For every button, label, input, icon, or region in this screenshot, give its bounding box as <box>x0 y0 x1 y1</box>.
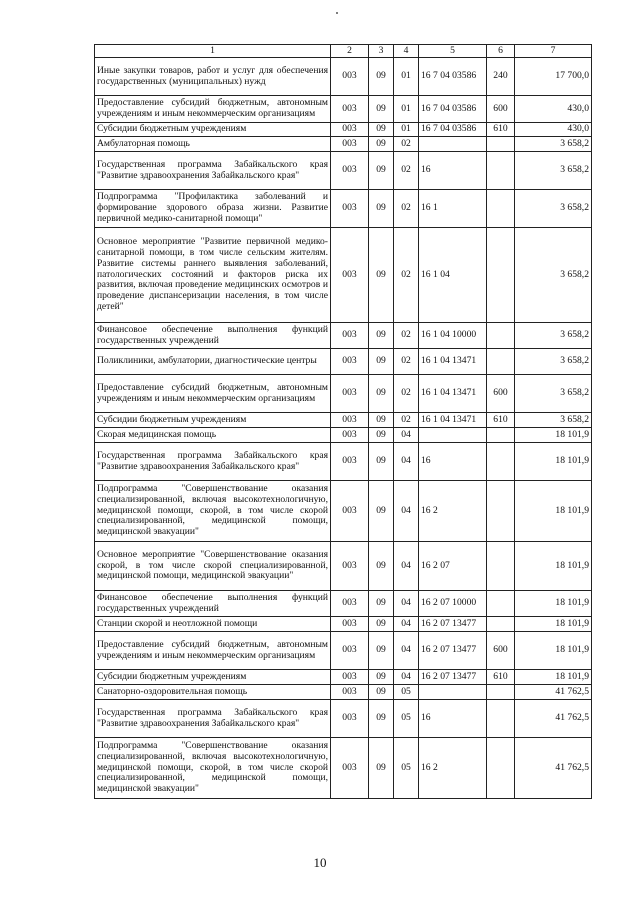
row-admin-code-cell: 003 <box>331 96 369 123</box>
row-target-article-cell: 16 7 04 03586 <box>419 96 487 123</box>
row-amount-cell: 18 101,9 <box>515 632 592 670</box>
table-row <box>95 685 592 700</box>
row-admin-code-cell: 003 <box>331 632 369 670</box>
row-target-article-cell: 16 7 04 03586 <box>419 123 487 137</box>
row-target-article-cell: 16 1 04 13471 <box>419 349 487 375</box>
row-subsection-cell: 02 <box>394 190 419 228</box>
row-expense-type-cell <box>487 617 515 632</box>
budget-table <box>94 44 592 799</box>
row-admin-code-cell: 003 <box>331 413 369 428</box>
row-amount-cell: 3 658,2 <box>515 152 592 190</box>
row-expense-type-cell <box>487 738 515 799</box>
column-header: 5 <box>419 45 487 58</box>
row-subsection-cell: 05 <box>394 738 419 799</box>
row-target-article-cell: 16 <box>419 443 487 481</box>
column-header: 2 <box>331 45 369 58</box>
row-amount-cell: 18 101,9 <box>515 591 592 617</box>
row-expense-type-cell: 600 <box>487 96 515 123</box>
row-subsection-cell: 01 <box>394 123 419 137</box>
scan-speck <box>336 12 338 14</box>
table-row <box>95 428 592 443</box>
row-section-cell: 09 <box>369 685 394 700</box>
table-row <box>95 349 592 375</box>
row-expense-type-cell <box>487 443 515 481</box>
row-name-cell: Амбулаторная помощь <box>95 137 331 152</box>
row-admin-code-cell: 003 <box>331 481 369 542</box>
row-section-cell: 09 <box>369 481 394 542</box>
column-header: 7 <box>515 45 592 58</box>
row-target-article-cell: 16 2 <box>419 738 487 799</box>
column-header: 4 <box>394 45 419 58</box>
row-admin-code-cell: 003 <box>331 428 369 443</box>
row-target-article-cell: 16 7 04 03586 <box>419 58 487 96</box>
row-expense-type-cell <box>487 591 515 617</box>
row-subsection-cell: 02 <box>394 152 419 190</box>
row-target-article-cell: 16 1 04 10000 <box>419 323 487 349</box>
table-row <box>95 481 592 542</box>
column-header: 1 <box>95 45 331 58</box>
row-admin-code-cell: 003 <box>331 323 369 349</box>
row-section-cell: 09 <box>369 617 394 632</box>
row-expense-type-cell: 610 <box>487 670 515 685</box>
row-name-cell: Государственная программа Забайкальского края "Развитие здравоохранения Забайкальского края" <box>95 700 331 738</box>
table-row <box>95 617 592 632</box>
row-subsection-cell: 04 <box>394 481 419 542</box>
row-admin-code-cell: 003 <box>331 443 369 481</box>
row-amount-cell: 18 101,9 <box>515 617 592 632</box>
table-row <box>95 700 592 738</box>
row-admin-code-cell: 003 <box>331 190 369 228</box>
column-header: 6 <box>487 45 515 58</box>
table-row <box>95 96 592 123</box>
row-expense-type-cell <box>487 428 515 443</box>
row-amount-cell: 3 658,2 <box>515 190 592 228</box>
row-admin-code-cell: 003 <box>331 738 369 799</box>
row-target-article-cell: 16 1 04 13471 <box>419 413 487 428</box>
row-section-cell: 09 <box>369 542 394 591</box>
row-subsection-cell: 02 <box>394 323 419 349</box>
row-section-cell: 09 <box>369 428 394 443</box>
row-admin-code-cell: 003 <box>331 137 369 152</box>
row-amount-cell: 18 101,9 <box>515 670 592 685</box>
row-amount-cell: 18 101,9 <box>515 443 592 481</box>
row-expense-type-cell <box>487 190 515 228</box>
row-expense-type-cell <box>487 349 515 375</box>
row-subsection-cell: 04 <box>394 443 419 481</box>
row-amount-cell: 3 658,2 <box>515 228 592 323</box>
row-admin-code-cell: 003 <box>331 542 369 591</box>
row-amount-cell: 18 101,9 <box>515 428 592 443</box>
row-target-article-cell: 16 1 04 <box>419 228 487 323</box>
row-section-cell: 09 <box>369 152 394 190</box>
row-amount-cell: 18 101,9 <box>515 542 592 591</box>
column-header: 3 <box>369 45 394 58</box>
row-expense-type-cell: 600 <box>487 632 515 670</box>
row-subsection-cell: 04 <box>394 670 419 685</box>
row-name-cell: Субсидии бюджетным учреждениям <box>95 670 331 685</box>
row-target-article-cell: 16 1 04 13471 <box>419 375 487 413</box>
row-section-cell: 09 <box>369 738 394 799</box>
row-name-cell: Подпрограмма "Совершенствование оказания специализированной, включая высокотехнологичную, медицинской помощи, скорой, в том числе скорой специализированной, медицинской помощи, медицинской эвакуации" <box>95 738 331 799</box>
row-section-cell: 09 <box>369 375 394 413</box>
row-subsection-cell: 02 <box>394 375 419 413</box>
table-row <box>95 591 592 617</box>
row-section-cell: 09 <box>369 632 394 670</box>
table-row <box>95 152 592 190</box>
row-subsection-cell: 02 <box>394 413 419 428</box>
row-section-cell: 09 <box>369 349 394 375</box>
row-admin-code-cell: 003 <box>331 670 369 685</box>
row-section-cell: 09 <box>369 58 394 96</box>
table-row <box>95 670 592 685</box>
row-admin-code-cell: 003 <box>331 123 369 137</box>
row-amount-cell: 3 658,2 <box>515 413 592 428</box>
row-subsection-cell: 02 <box>394 228 419 323</box>
table-row <box>95 228 592 323</box>
row-admin-code-cell: 003 <box>331 617 369 632</box>
row-section-cell: 09 <box>369 137 394 152</box>
row-admin-code-cell: 003 <box>331 685 369 700</box>
row-expense-type-cell <box>487 542 515 591</box>
row-name-cell: Предоставление субсидий бюджетным, автономным учреждениям и иным некоммерческим организациям <box>95 96 331 123</box>
row-expense-type-cell <box>487 700 515 738</box>
row-section-cell: 09 <box>369 700 394 738</box>
row-name-cell: Подпрограмма "Профилактика заболеваний и формирование здорового образа жизни. Развитие первичной медико-санитарной помощи" <box>95 190 331 228</box>
row-name-cell: Финансовое обеспечение выполнения функций государственных учреждений <box>95 323 331 349</box>
row-amount-cell: 430,0 <box>515 123 592 137</box>
row-expense-type-cell <box>487 152 515 190</box>
row-target-article-cell: 16 <box>419 700 487 738</box>
row-name-cell: Государственная программа Забайкальского края "Развитие здравоохранения Забайкальского края" <box>95 152 331 190</box>
row-amount-cell: 3 658,2 <box>515 375 592 413</box>
table-row <box>95 323 592 349</box>
row-subsection-cell: 02 <box>394 349 419 375</box>
table-row <box>95 137 592 152</box>
row-expense-type-cell <box>487 685 515 700</box>
row-amount-cell: 3 658,2 <box>515 349 592 375</box>
row-admin-code-cell: 003 <box>331 591 369 617</box>
row-amount-cell: 3 658,2 <box>515 323 592 349</box>
row-section-cell: 09 <box>369 190 394 228</box>
row-target-article-cell: 16 2 07 <box>419 542 487 591</box>
row-amount-cell: 18 101,9 <box>515 481 592 542</box>
row-admin-code-cell: 003 <box>331 58 369 96</box>
row-name-cell: Иные закупки товаров, работ и услуг для обеспечения государственных (муниципальных) нужд <box>95 58 331 96</box>
row-section-cell: 09 <box>369 96 394 123</box>
table-row <box>95 443 592 481</box>
row-name-cell: Предоставление субсидий бюджетным, автономным учреждениям и иным некоммерческим организациям <box>95 375 331 413</box>
row-admin-code-cell: 003 <box>331 349 369 375</box>
row-section-cell: 09 <box>369 228 394 323</box>
row-admin-code-cell: 003 <box>331 700 369 738</box>
row-expense-type-cell <box>487 481 515 542</box>
row-name-cell: Государственная программа Забайкальского края "Развитие здравоохранения Забайкальского края" <box>95 443 331 481</box>
row-subsection-cell: 04 <box>394 632 419 670</box>
row-subsection-cell: 02 <box>394 137 419 152</box>
row-section-cell: 09 <box>369 670 394 685</box>
table-row <box>95 738 592 799</box>
row-subsection-cell: 05 <box>394 700 419 738</box>
page-number: 10 <box>313 855 327 870</box>
row-expense-type-cell: 610 <box>487 413 515 428</box>
row-amount-cell: 3 658,2 <box>515 137 592 152</box>
table-row <box>95 58 592 96</box>
row-section-cell: 09 <box>369 443 394 481</box>
row-amount-cell: 41 762,5 <box>515 685 592 700</box>
row-amount-cell: 17 700,0 <box>515 58 592 96</box>
row-admin-code-cell: 003 <box>331 152 369 190</box>
row-name-cell: Предоставление субсидий бюджетным, автономным учреждениям и иным некоммерческим организациям <box>95 632 331 670</box>
row-name-cell: Станции скорой и неотложной помощи <box>95 617 331 632</box>
row-target-article-cell: 16 2 07 13477 <box>419 617 487 632</box>
row-subsection-cell: 04 <box>394 617 419 632</box>
row-name-cell: Поликлиники, амбулатории, диагностические центры <box>95 349 331 375</box>
row-subsection-cell: 05 <box>394 685 419 700</box>
row-target-article-cell: 16 2 07 13477 <box>419 670 487 685</box>
row-target-article-cell: 16 2 07 10000 <box>419 591 487 617</box>
row-expense-type-cell: 600 <box>487 375 515 413</box>
row-section-cell: 09 <box>369 591 394 617</box>
row-name-cell: Субсидии бюджетным учреждениям <box>95 123 331 137</box>
row-amount-cell: 430,0 <box>515 96 592 123</box>
row-admin-code-cell: 003 <box>331 375 369 413</box>
row-expense-type-cell <box>487 228 515 323</box>
row-subsection-cell: 01 <box>394 96 419 123</box>
row-target-article-cell: 16 2 <box>419 481 487 542</box>
row-section-cell: 09 <box>369 323 394 349</box>
row-name-cell: Финансовое обеспечение выполнения функций государственных учреждений <box>95 591 331 617</box>
row-expense-type-cell: 610 <box>487 123 515 137</box>
row-name-cell: Скорая медицинская помощь <box>95 428 331 443</box>
row-name-cell: Подпрограмма "Совершенствование оказания специализированной, включая высокотехнологичную, медицинской помощи, скорой, в том числе скорой специализированной, медицинской помощи, медицинской эвакуации" <box>95 481 331 542</box>
row-target-article-cell <box>419 685 487 700</box>
row-section-cell: 09 <box>369 413 394 428</box>
row-subsection-cell: 04 <box>394 591 419 617</box>
row-section-cell: 09 <box>369 123 394 137</box>
row-name-cell: Субсидии бюджетным учреждениям <box>95 413 331 428</box>
row-subsection-cell: 04 <box>394 542 419 591</box>
row-target-article-cell <box>419 137 487 152</box>
row-subsection-cell: 01 <box>394 58 419 96</box>
table-row <box>95 413 592 428</box>
row-admin-code-cell: 003 <box>331 228 369 323</box>
row-target-article-cell <box>419 428 487 443</box>
row-expense-type-cell <box>487 323 515 349</box>
row-expense-type-cell: 240 <box>487 58 515 96</box>
table-row <box>95 123 592 137</box>
row-name-cell: Основное мероприятие "Развитие первичной медико-санитарной помощи, в том числе сельским жителям. Развитие системы раннего выявления заболеваний, патологических состояний и факторов риска их развития, включая проведение медицинских осмотров и проведение диспансеризации населения, в том числе детей" <box>95 228 331 323</box>
row-expense-type-cell <box>487 137 515 152</box>
table-row <box>95 542 592 591</box>
table-row <box>95 190 592 228</box>
table-row <box>95 375 592 413</box>
row-name-cell: Основное мероприятие "Совершенствование оказания скорой, в том числе скорой специализированной, медицинской помощи, медицинской эвакуации" <box>95 542 331 591</box>
row-target-article-cell: 16 1 <box>419 190 487 228</box>
table-row <box>95 632 592 670</box>
row-name-cell: Санаторно-оздоровительная помощь <box>95 685 331 700</box>
row-target-article-cell: 16 <box>419 152 487 190</box>
table-header-row <box>95 45 592 58</box>
row-amount-cell: 41 762,5 <box>515 700 592 738</box>
row-subsection-cell: 04 <box>394 428 419 443</box>
row-amount-cell: 41 762,5 <box>515 738 592 799</box>
row-target-article-cell: 16 2 07 13477 <box>419 632 487 670</box>
